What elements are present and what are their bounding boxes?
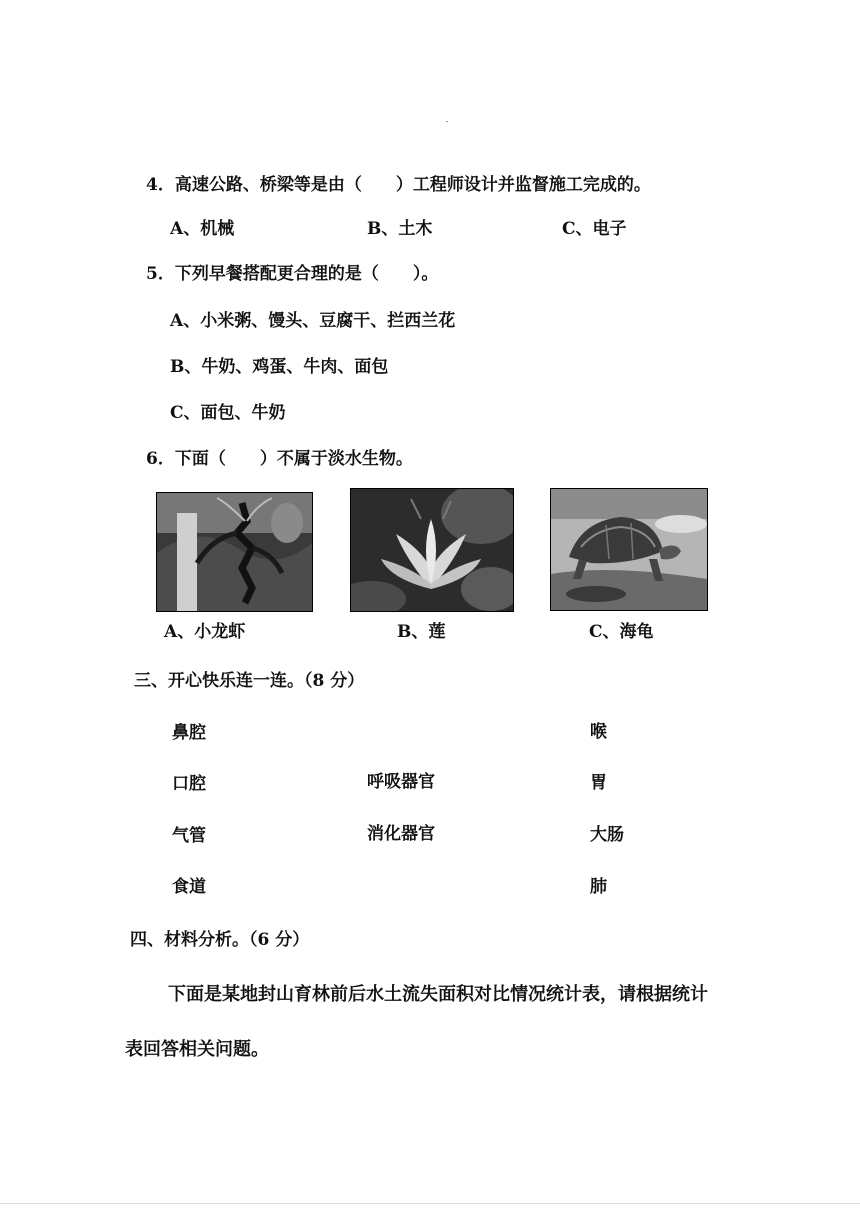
q6-stem: 6．下面（ ）不属于淡水生物。 [146,449,413,469]
q4-stem: 4．高速公路、桥梁等是由（ ）工程师设计并监督施工完成的。 [146,175,651,195]
section4-paragraph-line2: 表回答相关问题。 [125,1039,269,1060]
match-right-item: 胃 [590,773,607,793]
q5-option-a: A、小米粥、馒头、豆腐干、拦西兰花 [170,311,456,331]
page-bottom-edge [0,1203,860,1204]
q5-stem: 5．下列早餐搭配更合理的是（ ）。 [146,264,439,284]
match-middle-item: 消化器官 [367,824,435,844]
q4-option-b: B、土木 [367,219,433,239]
crayfish-photo [156,492,313,612]
match-right-item: 肺 [590,877,607,897]
lotus-photo [350,488,514,612]
section4-heading: 四、材料分析。（6 分） [130,930,310,950]
q4-option-a: A、机械 [170,219,235,239]
q5-option-c: C、面包、牛奶 [170,403,286,423]
q6-option-b: B、莲 [397,622,446,642]
match-middle-item: 呼吸器官 [367,772,435,792]
q5-option-b: B、牛奶、鸡蛋、牛肉、面包 [170,357,389,377]
q6-option-a: A、小龙虾 [164,622,246,642]
q4-option-c: C、电子 [562,219,627,239]
match-left-item: 食道 [172,877,206,897]
q6-option-c: C、海龟 [589,622,654,642]
section3-heading: 三、开心快乐连一连。（8 分） [134,671,365,691]
match-left-item: 气管 [172,826,206,846]
sea-turtle-photo [550,488,708,611]
scan-speck [446,121,448,122]
match-right-item: 喉 [590,722,607,742]
match-left-item: 口腔 [172,774,206,794]
section4-paragraph-line1: 下面是某地封山育林前后水土流失面积对比情况统计表，请根据统计 [168,984,708,1005]
match-right-item: 大肠 [590,825,624,845]
match-left-item: 鼻腔 [172,723,206,743]
